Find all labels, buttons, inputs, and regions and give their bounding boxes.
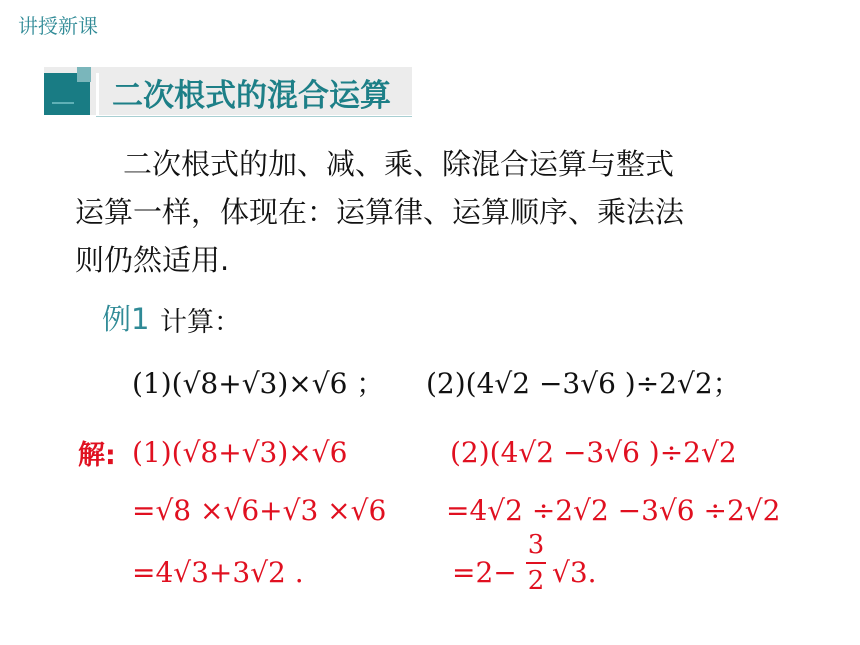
example-prompt: 计算：: [160, 307, 241, 338]
title-bar: [44, 67, 412, 115]
intro-line-1: [75, 140, 795, 188]
fraction-bar: [526, 562, 546, 564]
intro-line-3: 则仍然适用.: [75, 243, 230, 277]
solution-right-line-2: =4√2 ÷2√2 −3√6 ÷2√2: [446, 494, 781, 527]
solution-right-line-3-prefix: =2−: [452, 556, 517, 589]
solution-left-line-3: =4√3+3√2 .: [132, 556, 304, 589]
title-icon-square: [77, 67, 91, 82]
title-divider: [96, 73, 99, 115]
example-label: 例1: [102, 302, 150, 336]
intro-line-1-text: 二次根式的加、减、乘、除混合运算与整式: [123, 147, 675, 181]
section-tag: 讲授新课: [18, 14, 98, 38]
solution-right-line-3-suffix: √3.: [552, 556, 597, 589]
intro-paragraph: [75, 140, 795, 284]
page-title: 二次根式的混合运算: [112, 78, 391, 114]
fraction-three-halves: [526, 530, 546, 596]
title-underline: [96, 116, 412, 117]
solution-left-line-2: =√8 ×√6+√3 ×√6: [132, 494, 387, 527]
question-2: (2)(4√2 −3√6 )÷2√2；: [426, 367, 741, 400]
fraction-numerator: 3: [527, 530, 545, 560]
question-1: (1)(√8+√3)×√6 ；: [132, 367, 385, 400]
solution-label: 解:: [78, 440, 116, 471]
fraction-denominator: 2: [527, 566, 545, 596]
intro-line-2: 运算一样，体现在：运算律、运算顺序、乘法法: [75, 195, 685, 229]
solution-right-line-1: (2)(4√2 −3√6 )÷2√2: [450, 436, 737, 469]
title-icon-dash: [52, 102, 74, 104]
title-icon: [44, 73, 90, 115]
solution-left-line-1: (1)(√8+√3)×√6: [132, 436, 348, 469]
